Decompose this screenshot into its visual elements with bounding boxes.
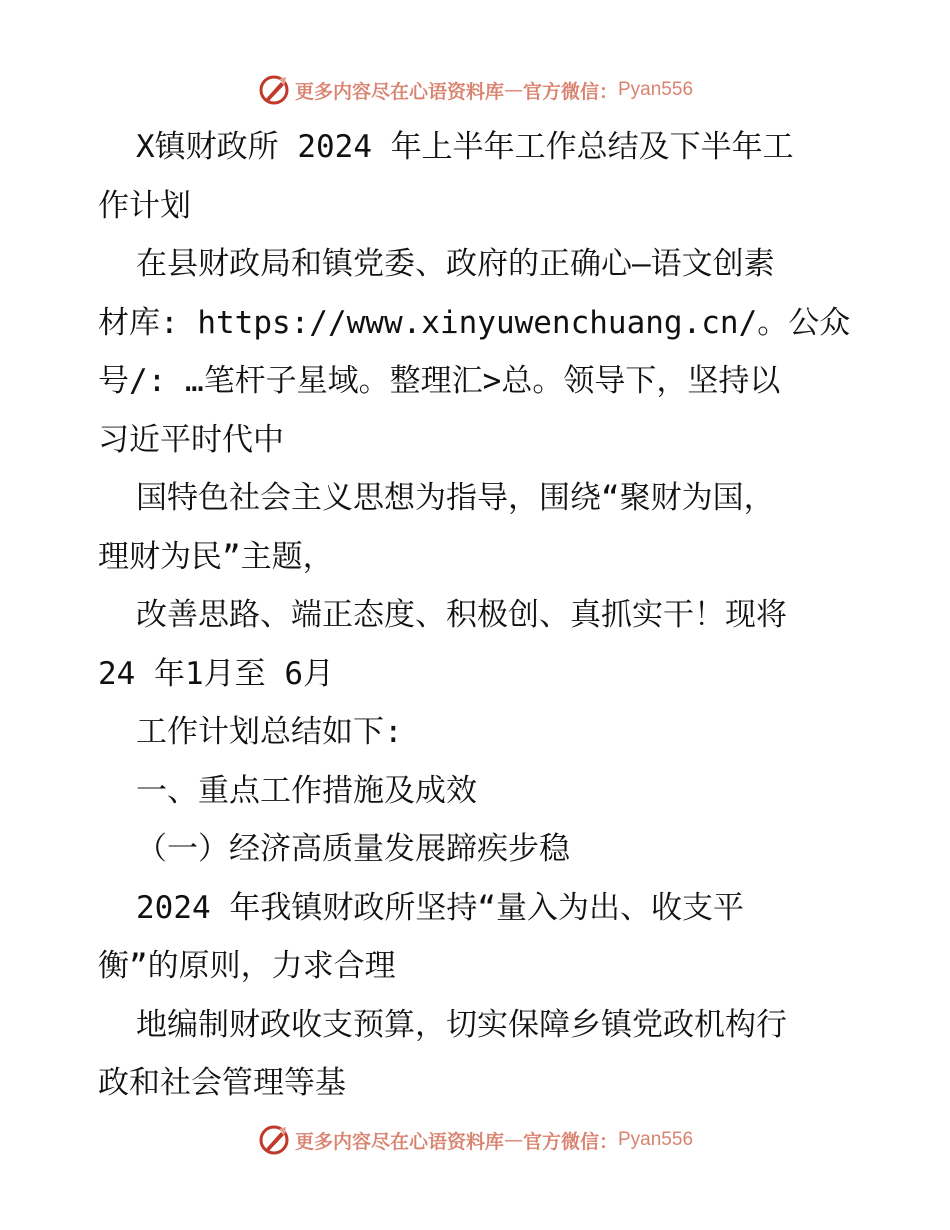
banner-brand-text: 更多内容尽在心语资料库 [294,1130,504,1153]
section-heading: 一、重点工作措施及成效 [136,772,477,809]
paragraph-line: 24 年1月至 6月 [98,655,334,692]
banner-separator: — [503,1129,523,1151]
paragraph-line: 材库: https://www.xinyuwenchuang.cn/。公众 [98,304,851,341]
banner-wechat-label: 官方微信： [522,80,618,103]
paragraph-line: 衡”的原则，力求合理 [98,948,396,984]
paragraph-line: 国特色社会主义思想为指导，围绕“聚财为国， [136,480,775,516]
document-title-line-1: X镇财政所 2024 年上半年工作总结及下半年工 [136,129,794,165]
paragraph-line: 号/: …笔杆子星域。整理汇>总。领导下，坚持以 [98,363,781,399]
paragraph-line: 政和社会管理等基 [98,1065,346,1101]
paragraph-line: 工作计划总结如下: [136,714,403,750]
paragraph-line: 理财为民”主题， [98,538,334,575]
header-watermark-banner [0,70,950,110]
quill-pen-icon [257,1123,291,1157]
banner-wechat-id: Pyan556 [618,79,694,100]
banner-wechat-label: 官方微信： [522,1130,618,1153]
paragraph-line: 2024 年我镇财政所坚持“量入为出、收支平 [136,889,744,926]
paragraph-line: 习近平时代中 [98,421,284,458]
paragraph-line: 地编制财政收支预算，切实保障乡镇党政机构行 [136,1006,787,1043]
banner-wechat-id: Pyan556 [618,1129,694,1150]
document-title-line-2: 作计划 [98,187,191,224]
paragraph-line: 改善思路、端正态度、积极创、真抓实干！现将 [136,597,787,633]
paragraph-line: 在县财政局和镇党委、政府的正确心—语文创素 [136,246,775,282]
banner-brand-text: 更多内容尽在心语资料库 [294,80,504,103]
quill-pen-icon [257,73,291,107]
banner-separator: — [503,79,523,101]
document-body [98,118,858,1113]
subsection-heading: （一）经济高质量发展蹄疾步稳 [136,831,570,867]
footer-watermark-banner [0,1120,950,1160]
